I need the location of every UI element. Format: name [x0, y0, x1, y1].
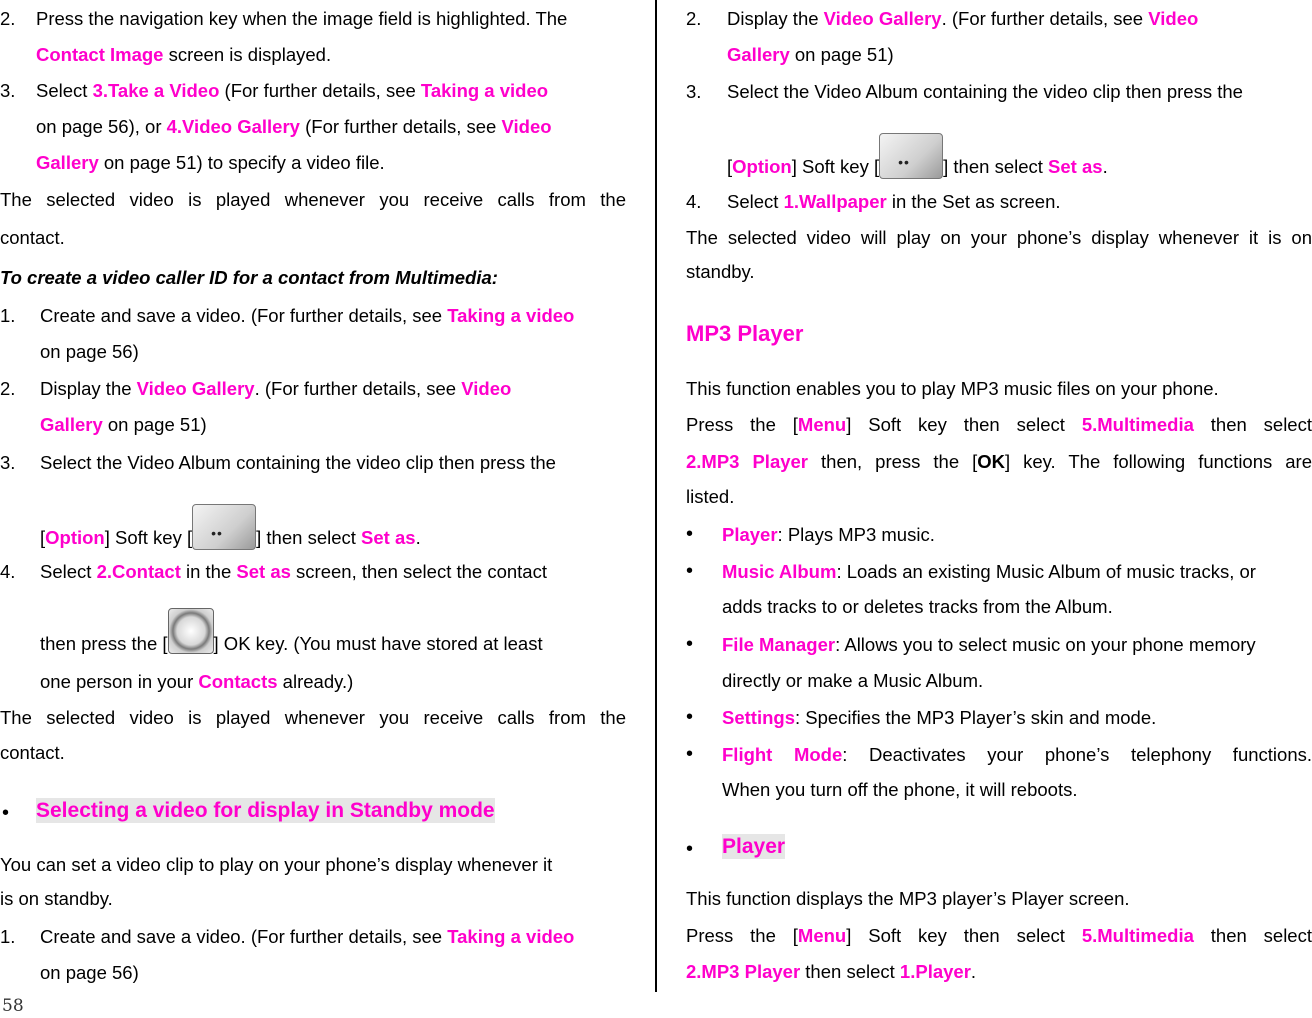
- link-music-album[interactable]: Music Album: [722, 561, 837, 582]
- paragraph-line: This function enables you to play MP3 music files on your phone.: [686, 378, 1219, 399]
- paragraph-line: This function displays the MP3 player’s Player screen.: [686, 888, 1130, 909]
- paragraph-line: contact.: [0, 227, 65, 248]
- list-number: 3.: [0, 80, 16, 101]
- text-line: Display the Video Gallery. (For further details, see Video: [40, 378, 512, 399]
- list-item: Player: Plays MP3 music.: [722, 524, 935, 545]
- text-line: Contact Image screen is displayed.: [36, 44, 332, 65]
- bullet-icon: •: [686, 633, 694, 655]
- text-line: Create and save a video. (For further details, see Taking a video: [40, 926, 575, 947]
- link-file-manager[interactable]: File Manager: [722, 634, 836, 655]
- subheading: To create a video caller ID for a contact from Multimedia:: [0, 267, 498, 288]
- text-line: Select 1.Wallpaper in the Set as screen.: [727, 191, 1061, 212]
- text-line: Create and save a video. (For further details, see Taking a video: [40, 305, 575, 326]
- bullet-icon: •: [686, 706, 694, 728]
- link-video[interactable]: Video: [501, 116, 552, 137]
- link-taking-video[interactable]: Taking a video: [447, 305, 575, 326]
- text-line: on page 56): [40, 962, 139, 983]
- menu-key-label[interactable]: Menu: [797, 925, 847, 946]
- list-item: File Manager: Allows you to select music on your phone memory: [722, 634, 1256, 655]
- paragraph-line: You can set a video clip to play on your phone’s display whenever it: [0, 854, 553, 875]
- text-line: then press the [ ] OK key. (You must have stored at least: [40, 608, 543, 666]
- bullet-icon: •: [686, 743, 694, 765]
- soft-key-icon: [879, 133, 943, 179]
- paragraph-line: 2.MP3 Player then select 1.Player.: [686, 961, 977, 982]
- text-line: [Option] Soft key [•• ] then select Set as.: [40, 504, 421, 560]
- soft-key-icon: [192, 504, 256, 550]
- option-key-label[interactable]: Option: [45, 527, 105, 548]
- list-number: 2.: [686, 8, 702, 29]
- paragraph-line: Press the [Menu] Soft key then select 5.Multimedia then select: [686, 925, 1312, 946]
- menu-key-label[interactable]: Menu: [797, 414, 847, 435]
- link-contact-image[interactable]: Contact Image: [36, 44, 164, 65]
- bullet-icon: •: [686, 838, 694, 860]
- text-line: Display the Video Gallery. (For further details, see Video: [727, 8, 1199, 29]
- text-line: Select the Video Album containing the video clip then press the: [40, 452, 556, 473]
- option-key-label[interactable]: Option: [732, 156, 792, 177]
- paragraph-line: is on standby.: [0, 888, 113, 909]
- link-gallery[interactable]: Gallery: [727, 44, 790, 65]
- list-item: Settings: Specifies the MP3 Player’s skin and mode.: [722, 707, 1157, 728]
- paragraph-line: The selected video is played whenever you receive calls from the: [0, 189, 626, 210]
- paragraph-line: The selected video will play on your phone’s display whenever it is on: [686, 227, 1312, 248]
- link-contacts[interactable]: Contacts: [198, 671, 278, 692]
- column-divider: [655, 0, 657, 992]
- text-line: on page 56): [40, 341, 139, 362]
- link-taking-video[interactable]: Taking a video: [420, 80, 549, 101]
- text-line: Gallery on page 51) to specify a video file.: [36, 152, 385, 173]
- link-video[interactable]: Video: [1148, 8, 1199, 29]
- link-video[interactable]: Video: [461, 378, 512, 399]
- link-set-as[interactable]: Set as: [361, 527, 416, 548]
- list-number: 2.: [0, 8, 16, 29]
- link-player[interactable]: 1.Player: [899, 961, 971, 982]
- list-number: 3.: [0, 452, 16, 473]
- paragraph-line: 2.MP3 Player then, press the [OK] key. The following functions are: [686, 451, 1312, 472]
- link-player[interactable]: Player: [722, 524, 778, 545]
- paragraph-line: The selected video is played whenever you receive calls from the: [0, 707, 626, 728]
- bullet-icon: •: [686, 523, 694, 545]
- text-line: Gallery on page 51): [40, 414, 207, 435]
- list-item: Flight Mode: Deactivates your phone’s telephony functions.: [722, 744, 1312, 765]
- link-wallpaper[interactable]: 1.Wallpaper: [783, 191, 887, 212]
- list-number: 2.: [0, 378, 16, 399]
- link-mp3-player[interactable]: 2.MP3 Player: [686, 961, 801, 982]
- list-number: 1.: [0, 305, 16, 326]
- list-number: 1.: [0, 926, 16, 947]
- link-multimedia[interactable]: 5.Multimedia: [1081, 925, 1194, 946]
- link-video-gallery[interactable]: Video Gallery: [136, 378, 255, 399]
- link-take-video[interactable]: 3.Take a Video: [92, 80, 220, 101]
- link-taking-video[interactable]: Taking a video: [447, 926, 575, 947]
- bullet-icon: •: [2, 802, 10, 824]
- section-heading: Player: [722, 835, 786, 858]
- list-number: 4.: [686, 191, 702, 212]
- text-line: Select 2.Contact in the Set as screen, then select the contact: [40, 561, 547, 582]
- bullet-icon: •: [686, 560, 694, 582]
- text-line: on page 56), or 4.Video Gallery (For further details, see Video: [36, 116, 552, 137]
- paragraph-line: listed.: [686, 486, 735, 507]
- ok-key-label: OK: [977, 451, 1005, 472]
- paragraph-line: contact.: [0, 742, 65, 763]
- paragraph-line: Press the [Menu] Soft key then select 5.Multimedia then select: [686, 414, 1312, 435]
- text-line: one person in your Contacts already.): [40, 671, 354, 692]
- link-set-as[interactable]: Set as: [236, 561, 291, 582]
- link-settings[interactable]: Settings: [722, 707, 795, 728]
- text-line: Select 3.Take a Video (For further details, see Taking a video: [36, 80, 549, 101]
- text-line: Press the navigation key when the image field is highlighted. The: [36, 8, 568, 29]
- section-heading: MP3 Player: [686, 321, 804, 346]
- list-number: 3.: [686, 81, 702, 102]
- page-number: 58: [2, 996, 24, 1016]
- link-video-gallery[interactable]: 4.Video Gallery: [166, 116, 300, 137]
- ok-key-icon: [168, 608, 214, 654]
- text-line: Select the Video Album containing the video clip then press the: [727, 81, 1243, 102]
- list-number: 4.: [0, 561, 16, 582]
- link-mp3-player[interactable]: 2.MP3 Player: [686, 451, 809, 472]
- link-multimedia[interactable]: 5.Multimedia: [1081, 414, 1194, 435]
- link-contact[interactable]: 2.Contact: [96, 561, 181, 582]
- text-line: When you turn off the phone, it will reboots.: [722, 779, 1078, 800]
- link-flight-mode[interactable]: Flight Mode: [722, 744, 843, 765]
- text-line: directly or make a Music Album.: [722, 670, 984, 691]
- link-video-gallery[interactable]: Video Gallery: [823, 8, 942, 29]
- paragraph-line: standby.: [686, 261, 755, 282]
- text-line: Gallery on page 51): [727, 44, 894, 65]
- text-line: adds tracks to or deletes tracks from the Album.: [722, 596, 1113, 617]
- text-line: [Option] Soft key [•• ] then select Set as.: [727, 133, 1108, 189]
- link-gallery[interactable]: Gallery: [36, 152, 99, 173]
- link-gallery[interactable]: Gallery: [40, 414, 103, 435]
- link-set-as[interactable]: Set as: [1048, 156, 1103, 177]
- section-heading: Selecting a video for display in Standby mode: [36, 799, 495, 822]
- list-item: Music Album: Loads an existing Music Album of music tracks, or: [722, 561, 1256, 582]
